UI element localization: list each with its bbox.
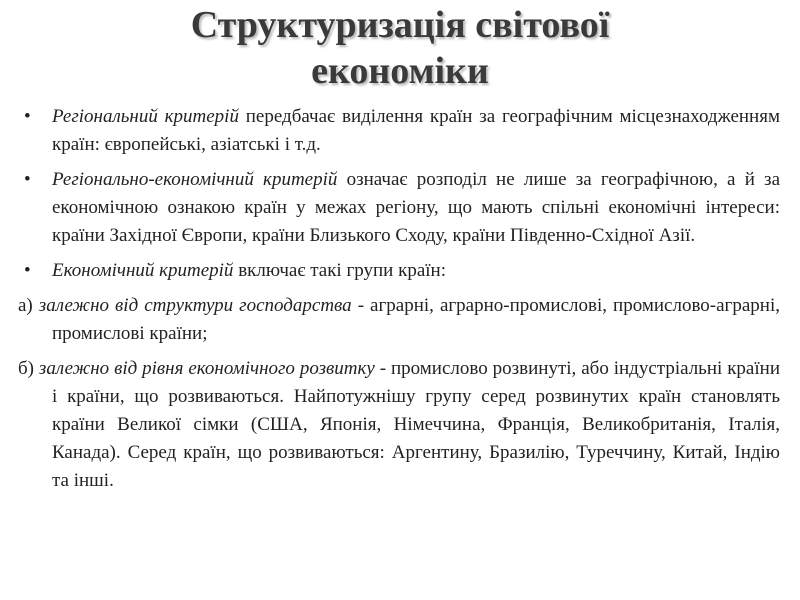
bullet-economic-criterion bbox=[18, 257, 780, 285]
subitem-prefix: а) bbox=[18, 295, 39, 316]
subitem-text: - промислово розвинуті, або індустріальні країни і країни, що розвиваються. Найпотужнішу групу серед розвинутих країн становлять країни Великої сімки (США, Японія, Німеччина, Франція, Великобританія, Італія, Канада). Серед країн, що розвиваються: Аргентину, Бразилію, Туреччину, Китай, Індію та інші. bbox=[52, 358, 780, 491]
subitem-text: - аграрні, аграрно-промислові, промислово-аграрні, промислові країни; bbox=[52, 295, 780, 344]
subitem-term: залежно від рівня економічного розвитку bbox=[38, 358, 375, 379]
bullet-regional-economic-criterion bbox=[18, 166, 780, 250]
subitem-development-level bbox=[18, 355, 780, 495]
subitem-term: залежно від структури господарства bbox=[38, 295, 352, 316]
bullet-text: передбачає виділення країн за географічним місцезнаходженням країн: європейські, азіатські і т.д. bbox=[52, 106, 780, 155]
subitem-economy-structure bbox=[18, 292, 780, 348]
subitem-prefix: б) bbox=[18, 358, 39, 379]
bullet-marker: • bbox=[24, 106, 31, 127]
bullet-regional-criterion bbox=[18, 103, 780, 159]
slide-title-line-1: Структуризація світової bbox=[190, 4, 610, 46]
slide-title-line-2: економіки bbox=[311, 50, 489, 92]
slide-content bbox=[18, 103, 780, 502]
bullet-marker: • bbox=[24, 260, 31, 281]
bullet-term: Регіонально-економічний критерій bbox=[52, 169, 338, 190]
bullet-text: включає такі групи країн: bbox=[233, 260, 446, 281]
bullet-text: означає розподіл не лише за географічною, а й за економічною ознакою країн у межах регіону, що мають спільні економічні інтереси: країни Західної Європи, країни Близького Сходу, країни Південно-Східної Азії. bbox=[52, 169, 780, 246]
bullet-term: Регіональний критерій bbox=[52, 106, 239, 127]
bullet-marker: • bbox=[24, 169, 31, 190]
slide-title bbox=[0, 2, 800, 94]
bullet-term: Економічний критерій bbox=[52, 260, 234, 281]
